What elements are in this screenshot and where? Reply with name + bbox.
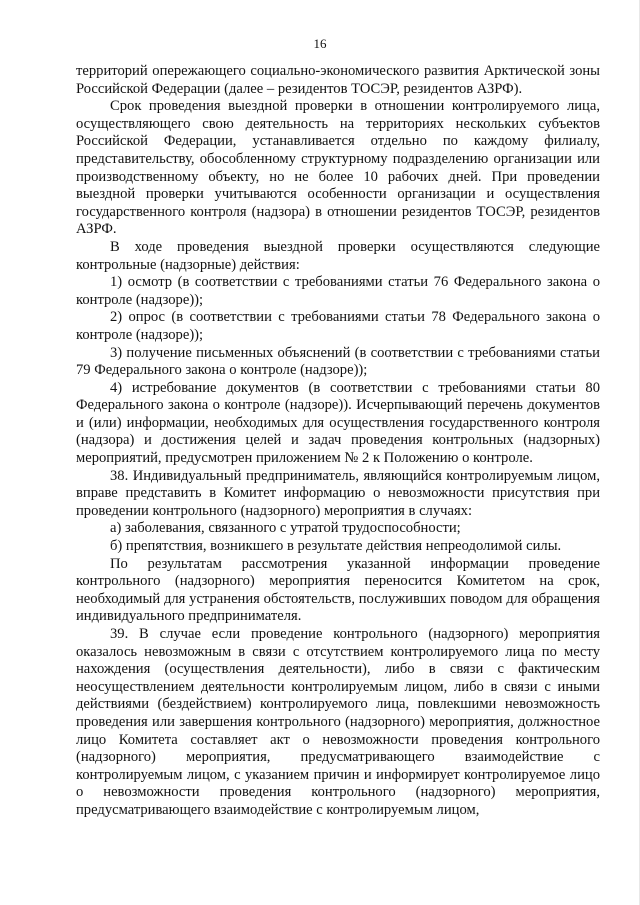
- paragraph-postponement: По результатам рассмотрения указанной информации проведение контрольного (надзорного) мероприятия переносится Комитетом на срок, необходимый для устранения обстоятельств, послуживших поводом для обращения индивидуального предпринимателя.: [76, 555, 600, 625]
- paragraph-38: 38. Индивидуальный предприниматель, являющийся контролируемым лицом, вправе представить в Комитет информацию о невозможности присутствия при проведении контрольного (надзорного) мероприятия в случаях:: [76, 467, 600, 519]
- paragraph-control-actions-intro: В ходе проведения выездной проверки осуществляются следующие контрольные (надзорные) действия:: [76, 238, 600, 273]
- list-item-force-majeure: б) препятствия, возникшего в результате действия непреодолимой силы.: [110, 538, 562, 555]
- list-item-survey: 2) опрос (в соответствии с требованиями статьи 78 Федерального закона о контроле (надзоре));: [76, 309, 600, 343]
- document-body: [76, 63, 600, 820]
- paragraph-inspection-duration: Срок проведения выездной проверки в отношении контролируемого лица, осуществляющего свою деятельность на территориях нескольких субъектов Российской Федерации, устанавливается отдельно по каждому филиалу, представительству, обособленному структурному подразделению организации или производственному объекту, но не более 10 рабочих дней. При проведении выездной проверки учитываются особенности организации и осуществления государственного контроля (надзора) в отношении резидентов ТОСЭР, резидентов АЗРФ.: [76, 98, 600, 238]
- list-item-inspection: 1) осмотр (в соответствии с требованиями статьи 76 Федерального закона о контроле (надзоре));: [76, 274, 600, 308]
- list-item-written-explanations: 3) получение письменных объяснений (в соответствии с требованиями статьи 79 Федерального закона о контроле (надзоре));: [76, 344, 600, 379]
- page-number: 16: [313, 36, 327, 51]
- paragraph-continuation: территорий опережающего социально-экономического развития Арктической зоны Российской Федерации (далее – резидентов ТОСЭР, резидентов АЗРФ).: [76, 63, 600, 97]
- list-item-illness: а) заболевания, связанного с утратой трудоспособности;: [110, 520, 461, 537]
- paragraph-39: 39. В случае если проведение контрольного (надзорного) мероприятия оказалось невозможным в связи с отсутствием контролируемого лица по месту нахождения (осуществления деятельности), либо в связи с фактическим неосуществлением деятельности контролируемым лицом, либо в связи с иными действиями (бездействием) контролируемого лица, повлекшими невозможность проведения или завершения контрольного (надзорного) мероприятия, должностное лицо Комитета составляет акт о невозможности проведения контрольного (надзорного) мероприятия, предусматривающего взаимодействие с контролируемым лицом, с указанием причин и информирует контролируемое лицо о невозможности проведения контрольного (надзорного) мероприятия, предусматривающего взаимодействие с контролируемым лицом,: [76, 626, 600, 818]
- list-item-documents-request: 4) истребование документов (в соответствии с требованиями статьи 80 Федерального закона о контроле (надзоре)). Исчерпывающий перечень документов и (или) информации, необходимых для осуществления государственного контроля (надзора) и достижения целей и задач проведения контрольных (надзорных) мероприятий, предусмотрен приложением № 2 к Положению о контроле.: [76, 379, 600, 467]
